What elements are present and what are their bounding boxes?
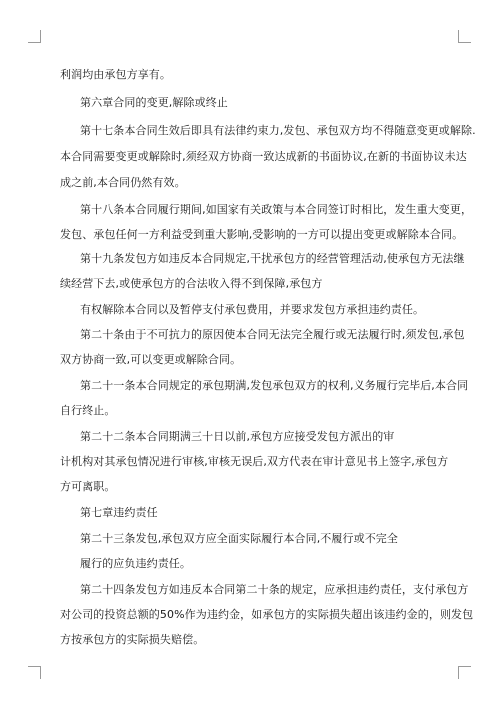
text-line: 第二十条由于不可抗力的原因使本合同无法完全履行或无法履行时,须发包,承包 [80,328,465,341]
text-line: 第十九条发包方如违反本合同规定,干扰承包方的经营管理活动,使承包方无法继 [80,252,465,265]
text-line: 本合同需要变更或解除时,须经双方协商一致达成新的书面协议,在新的书面协议未达 [60,150,467,163]
crop-mark-top-right [458,30,471,43]
text-line: 第十八条本合同履行期间,如国家有关政策与本合同签订时相比，发生重大变更， [80,203,473,216]
text-line: 第十七条本合同生效后即具有法律约束力,发包、承包双方均不得随意变更或解除. [80,124,476,137]
text-line: 双方协商一致,可以变更或解除合同。 [60,353,242,366]
text-line: 方可离职。 [60,480,116,493]
text-line: 计机构对其承包情况进行审核,审核无误后,双方代表在审计意见书上签字,承包方 [60,455,449,468]
text-line: 有权解除本合同以及暂停支付承包费用，并要求发包方承担违约责任。 [80,303,425,316]
crop-mark-bottom-right [458,666,471,679]
text-line: 发包、承包任何一方利益受到重大影响,受影响的一方可以提出变更或解除本合同。 [60,228,464,241]
text-line: 第二十一条本合同规定的承包期满,发包承包双方的权利,义务履行完毕后,本合同 [80,379,469,392]
chapter-heading: 第六章合同的变更,解除或终止 [80,96,228,109]
chapter-heading: 第七章违约责任 [80,506,158,519]
text-line: 第二十三条发包,承包双方应全面实际履行本合同,不履行或不完全 [80,532,398,545]
crop-mark-bottom-left [28,666,41,679]
text-line: 续经营下去,或使承包方的合法收入得不到保障,承包方 [60,277,323,290]
text-line: 对公司的投资总额的50%作为违约金，如承包方的实际损失超出该违约金的，则发包 [60,608,474,621]
text-line: 成之前,本合同仍然有效。 [60,176,186,189]
text-line: 利润均由承包方享有。 [60,68,171,81]
text-line: 方按承包方的实际损失赔偿。 [60,633,205,646]
text-line: 自行终止。 [60,404,116,417]
crop-mark-top-left [28,30,41,43]
text-line: 履行的应负违约责任。 [80,557,191,570]
text-line: 第二十二条本合同期满三十日以前,承包方应接受发包方派出的审 [80,430,395,443]
text-line: 第二十四条发包方如违反本合同第二十条的规定，应承担违约责任，支付承包方 [80,583,469,596]
